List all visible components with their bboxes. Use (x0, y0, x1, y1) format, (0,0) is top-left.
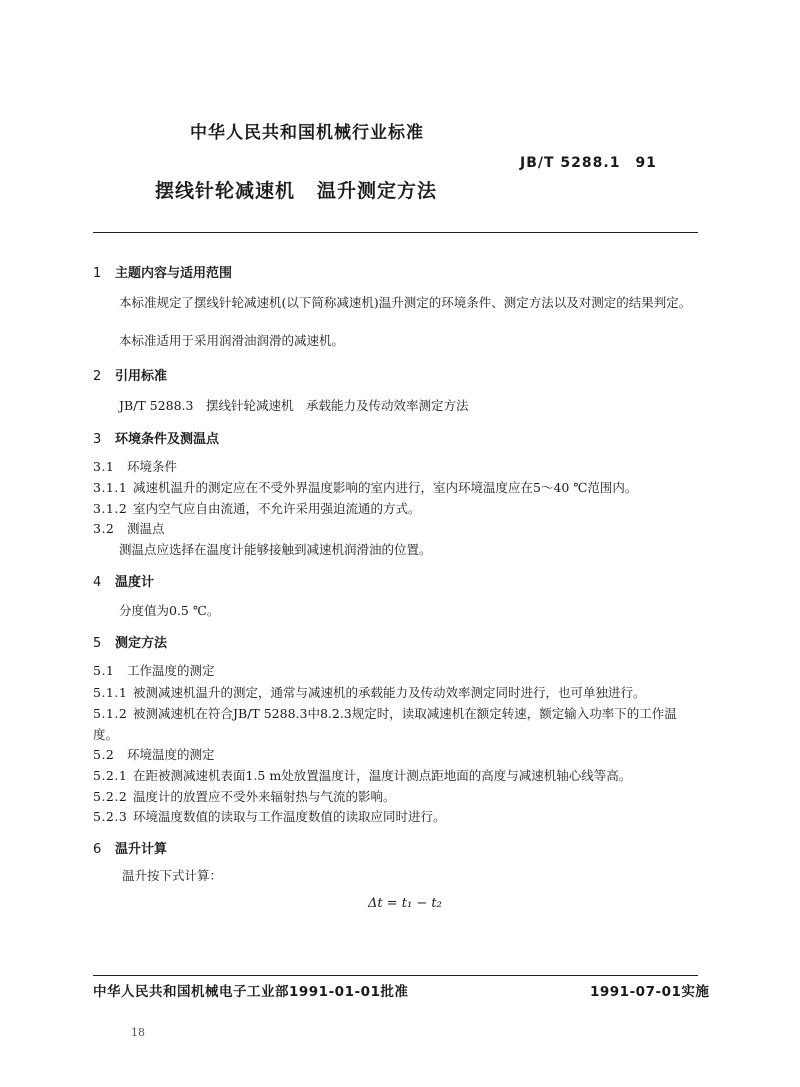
clause-3-1 (93, 457, 177, 475)
calculation-intro: 温升按下式计算： (122, 868, 223, 883)
page-number: 18 (131, 1026, 145, 1039)
clause-title: 测温点 (127, 521, 165, 536)
clause-3-1-2 (93, 499, 421, 517)
clause-number: 3.2 (93, 521, 115, 536)
clause-5-2-1 (93, 766, 631, 784)
section-number: 2 (93, 369, 102, 384)
section-title: 环境条件及测温点 (115, 432, 220, 447)
thermometer-resolution: 分度值为0.5 ℃。 (119, 603, 220, 618)
clause-text: 温度计的放置应不受外来辐射热与气流的影响。 (133, 789, 396, 804)
clause-number: 5.2.1 (93, 768, 128, 783)
clause-3-1-1 (93, 478, 637, 496)
section-title: 引用标准 (115, 369, 168, 384)
section-2-heading (93, 365, 167, 384)
section-number: 3 (93, 432, 102, 447)
clause-5-1 (93, 661, 215, 679)
title-main: 摆线针轮减速机 (155, 180, 296, 202)
clause-number: 5.1.1 (93, 685, 128, 700)
document-title (155, 176, 437, 203)
standard-number: JB/T 5288.1 91 (520, 155, 657, 171)
section-1-paragraph-2: 本标准适用于采用润滑油润滑的减速机。 (119, 333, 345, 348)
section-1-heading (93, 262, 232, 281)
clause-number: 5.1 (93, 663, 115, 678)
clause-text: 室内空气应自由流通，不允许采用强迫流通的方式。 (133, 501, 421, 516)
implementation-date: 1991-07-01实施 (590, 984, 710, 1000)
clause-5-1-1 (93, 683, 646, 701)
temperature-rise-formula: Δt = t₁ − t₂ (368, 896, 442, 911)
standard-category-heading: 中华人民共和国机械行业标准 (190, 123, 424, 143)
section-5-heading (93, 632, 167, 651)
clause-number: 3.1 (93, 459, 115, 474)
clause-number: 5.2 (93, 747, 115, 762)
clause-5-2-3 (93, 807, 446, 825)
section-title: 温度计 (115, 575, 155, 590)
clause-text: 被测减速机温升的测定，通常与减速机的承载能力及传动效率测定同时进行，也可单独进行。 (133, 685, 646, 700)
clause-text: 被测减速机在符合JB/T 5288.3中8.2.3规定时，读取减速机在额定转速，额定输入功率下的工作温度。 (93, 706, 677, 742)
clause-number: 5.1.2 (93, 706, 128, 721)
clause-text: 在距被测减速机表面1.5 m处放置温度计，温度计测点距地面的高度与减速机轴心线等高。 (133, 768, 632, 783)
clause-number: 3.1.1 (93, 480, 128, 495)
footer-divider (93, 975, 698, 976)
clause-5-2-2 (93, 787, 396, 805)
section-6-heading (93, 838, 167, 857)
section-title: 测定方法 (115, 636, 168, 651)
section-title: 主题内容与适用范围 (115, 266, 233, 281)
clause-text: 环境温度数值的读取与工作温度数值的读取应同时进行。 (133, 809, 446, 824)
clause-5-2 (93, 745, 215, 763)
approval-statement: 中华人民共和国机械电子工业部1991-01-01批准 (93, 984, 409, 1000)
section-number: 5 (93, 636, 102, 651)
clause-number: 5.2.3 (93, 809, 128, 824)
section-4-heading (93, 571, 154, 590)
clause-5-1-2 (93, 703, 698, 745)
section-title: 温升计算 (115, 842, 168, 857)
clause-3-2 (93, 519, 165, 537)
clause-number: 5.2.2 (93, 789, 128, 804)
clause-title: 环境温度的测定 (127, 747, 215, 762)
clause-3-2-text: 测温点应选择在温度计能够接触到减速机润滑油的位置。 (119, 542, 432, 557)
section-number: 6 (93, 842, 102, 857)
section-3-heading (93, 428, 219, 447)
clause-title: 工作温度的测定 (127, 663, 215, 678)
clause-number: 3.1.2 (93, 501, 128, 516)
title-sub: 温升测定方法 (317, 180, 438, 202)
referenced-standard: JB/T 5288.3 摆线针轮减速机 承载能力及传动效率测定方法 (119, 398, 469, 413)
clause-title: 环境条件 (127, 459, 178, 474)
section-1-paragraph-1: 本标准规定了摆线针轮减速机(以下简称减速机)温升测定的环境条件、测定方法以及对测定的结果判定。 (119, 295, 692, 310)
section-number: 1 (93, 266, 102, 281)
header-divider (93, 232, 698, 233)
section-number: 4 (93, 575, 102, 590)
clause-text: 减速机温升的测定应在不受外界温度影响的室内进行，室内环境温度应在5～40 ℃范围内。 (133, 480, 638, 495)
